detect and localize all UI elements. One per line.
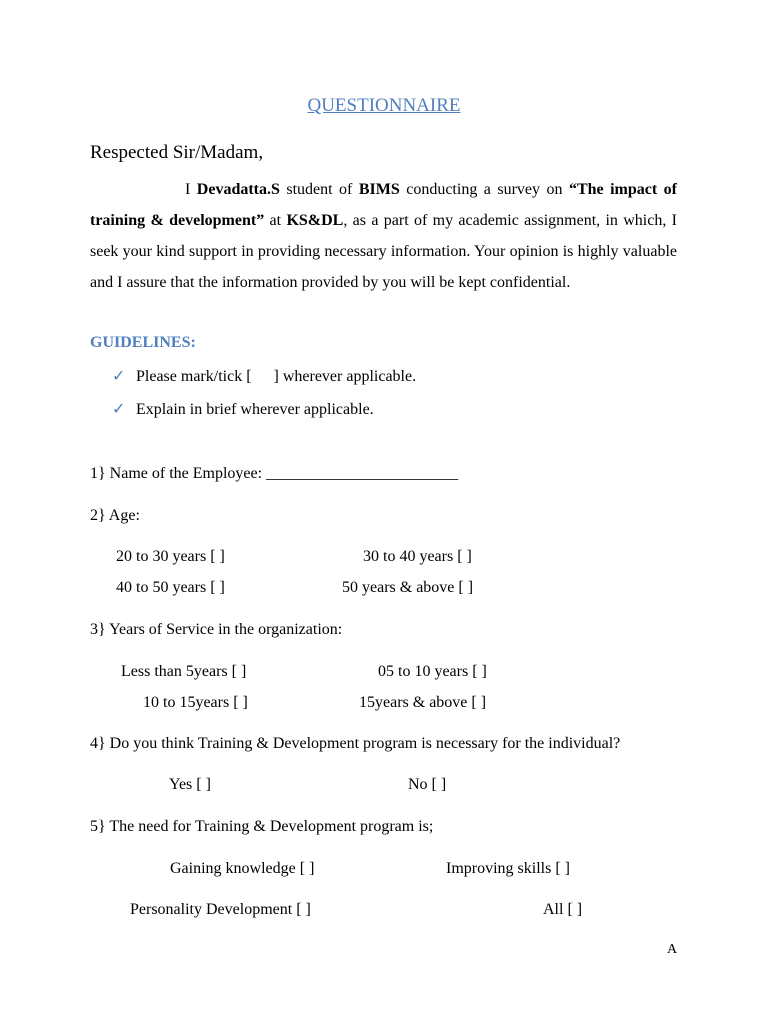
option-no[interactable]: No [ ] (408, 776, 447, 793)
option-gaining-knowledge[interactable]: Gaining knowledge [ ] (170, 860, 315, 877)
option-service-10-15[interactable]: 10 to 15years [ ] (143, 694, 248, 711)
option-age-40-50[interactable]: 40 to 50 years [ ] (116, 579, 225, 596)
checkmark-icon: ✓ (112, 401, 126, 418)
student-name: Devadatta.S (196, 181, 280, 198)
guideline-item-2: Explain in brief wherever applicable. (136, 401, 374, 418)
company-name: KS&DL (286, 212, 344, 229)
option-service-5-10[interactable]: 05 to 10 years [ ] (378, 663, 487, 680)
intro-text-4: at (264, 212, 287, 229)
intro-text-2: student of (279, 181, 359, 198)
survey-topic: “The impact of training & development” (90, 181, 678, 229)
guideline-item-mark (112, 366, 416, 386)
intro-text-5: , as a part of my academic assignment, in which, I seek your kind support in providing necessary information. Your opinion is highly valuable and I assure that the information provided by you will be kept confidential. (90, 212, 678, 291)
option-personality-development[interactable]: Personality Development [ ] (130, 901, 311, 918)
option-age-20-30[interactable]: 20 to 30 years [ ] (116, 548, 225, 565)
guideline-item-1-pre: Please mark/tick [ (136, 368, 252, 385)
checkmark-icon: ✓ (112, 368, 126, 385)
intro-paragraph (90, 174, 677, 298)
option-all[interactable]: All [ ] (543, 901, 583, 918)
option-service-less-5[interactable]: Less than 5years [ ] (121, 663, 247, 680)
option-improving-skills[interactable]: Improving skills [ ] (446, 860, 570, 877)
question-3-service: 3} Years of Service in the organization: (90, 621, 343, 638)
option-age-50-above[interactable]: 50 years & above [ ] (342, 579, 474, 596)
intro-text-3: conducting a survey on (399, 181, 569, 198)
intro-text-1: I (185, 181, 197, 198)
page-corner-mark: A (667, 942, 678, 957)
question-1-name: 1} Name of the Employee: ________________________ (90, 465, 459, 482)
question-5-need: 5} The need for Training & Development program is; (90, 818, 434, 835)
institute-name: BIMS (358, 181, 400, 198)
question-2-age: 2} Age: (90, 507, 140, 524)
option-yes[interactable]: Yes [ ] (169, 776, 211, 793)
option-age-30-40[interactable]: 30 to 40 years [ ] (363, 548, 472, 565)
page-title: QUESTIONNAIRE (307, 95, 461, 116)
salutation: Respected Sir/Madam, (90, 142, 264, 163)
guidelines-heading: GUIDELINES: (90, 334, 196, 351)
guideline-item-explain (112, 399, 374, 419)
option-service-15-above[interactable]: 15years & above [ ] (359, 694, 487, 711)
guideline-item-1-post: ] wherever applicable. (273, 368, 417, 385)
question-4-necessity: 4} Do you think Training & Development program is necessary for the individual? (90, 735, 621, 752)
